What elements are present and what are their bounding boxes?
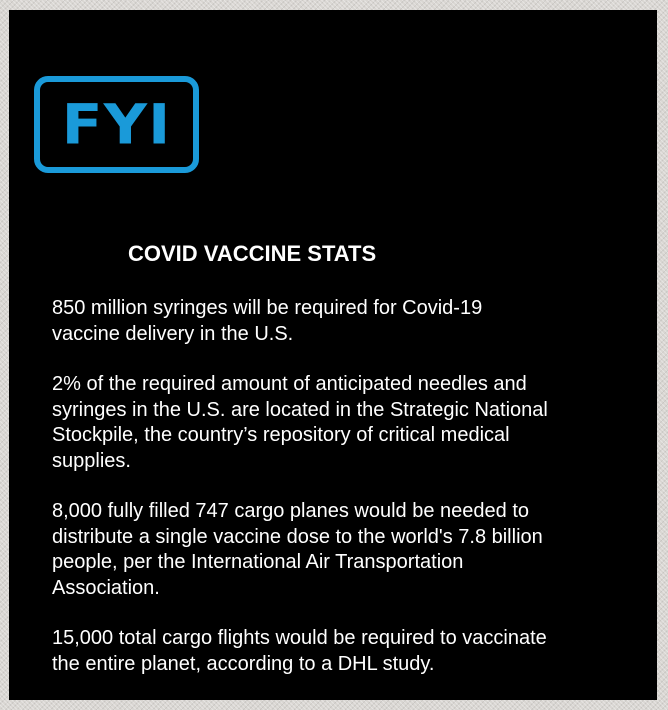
fyi-logo	[34, 76, 199, 173]
stat-line: vaccine delivery in the U.S.	[52, 322, 294, 345]
stat-line: Association.	[52, 576, 160, 599]
stat-paragraph	[52, 372, 642, 474]
fyi-logo-text: FYI	[61, 92, 172, 157]
stat-line: Stockpile, the country’s repository of critical medical	[52, 424, 510, 446]
stat-line: 8,000 fully filled 747 cargo planes would be needed to	[52, 500, 530, 522]
stat-line: 850 million syringes will be required for Covid-19	[52, 297, 483, 319]
stat-line: 15,000 total cargo flights would be required to vaccinate	[52, 627, 547, 649]
page-title: COVID VACCINE STATS	[128, 241, 377, 266]
stat-line: 2% of the required amount of anticipated needles and	[52, 373, 527, 395]
stat-paragraph	[52, 296, 642, 347]
stat-paragraph	[52, 499, 642, 601]
stats-list	[52, 296, 642, 702]
stat-line: people, per the International Air Transportation	[52, 551, 464, 573]
stat-line: the entire planet, according to a DHL study.	[52, 652, 435, 675]
stat-line: supplies.	[52, 449, 131, 472]
stat-paragraph	[52, 626, 642, 677]
stat-line: distribute a single vaccine dose to the world's 7.8 billion	[52, 525, 543, 548]
stats-panel	[9, 10, 657, 700]
stat-line: syringes in the U.S. are located in the Strategic National	[52, 398, 548, 421]
